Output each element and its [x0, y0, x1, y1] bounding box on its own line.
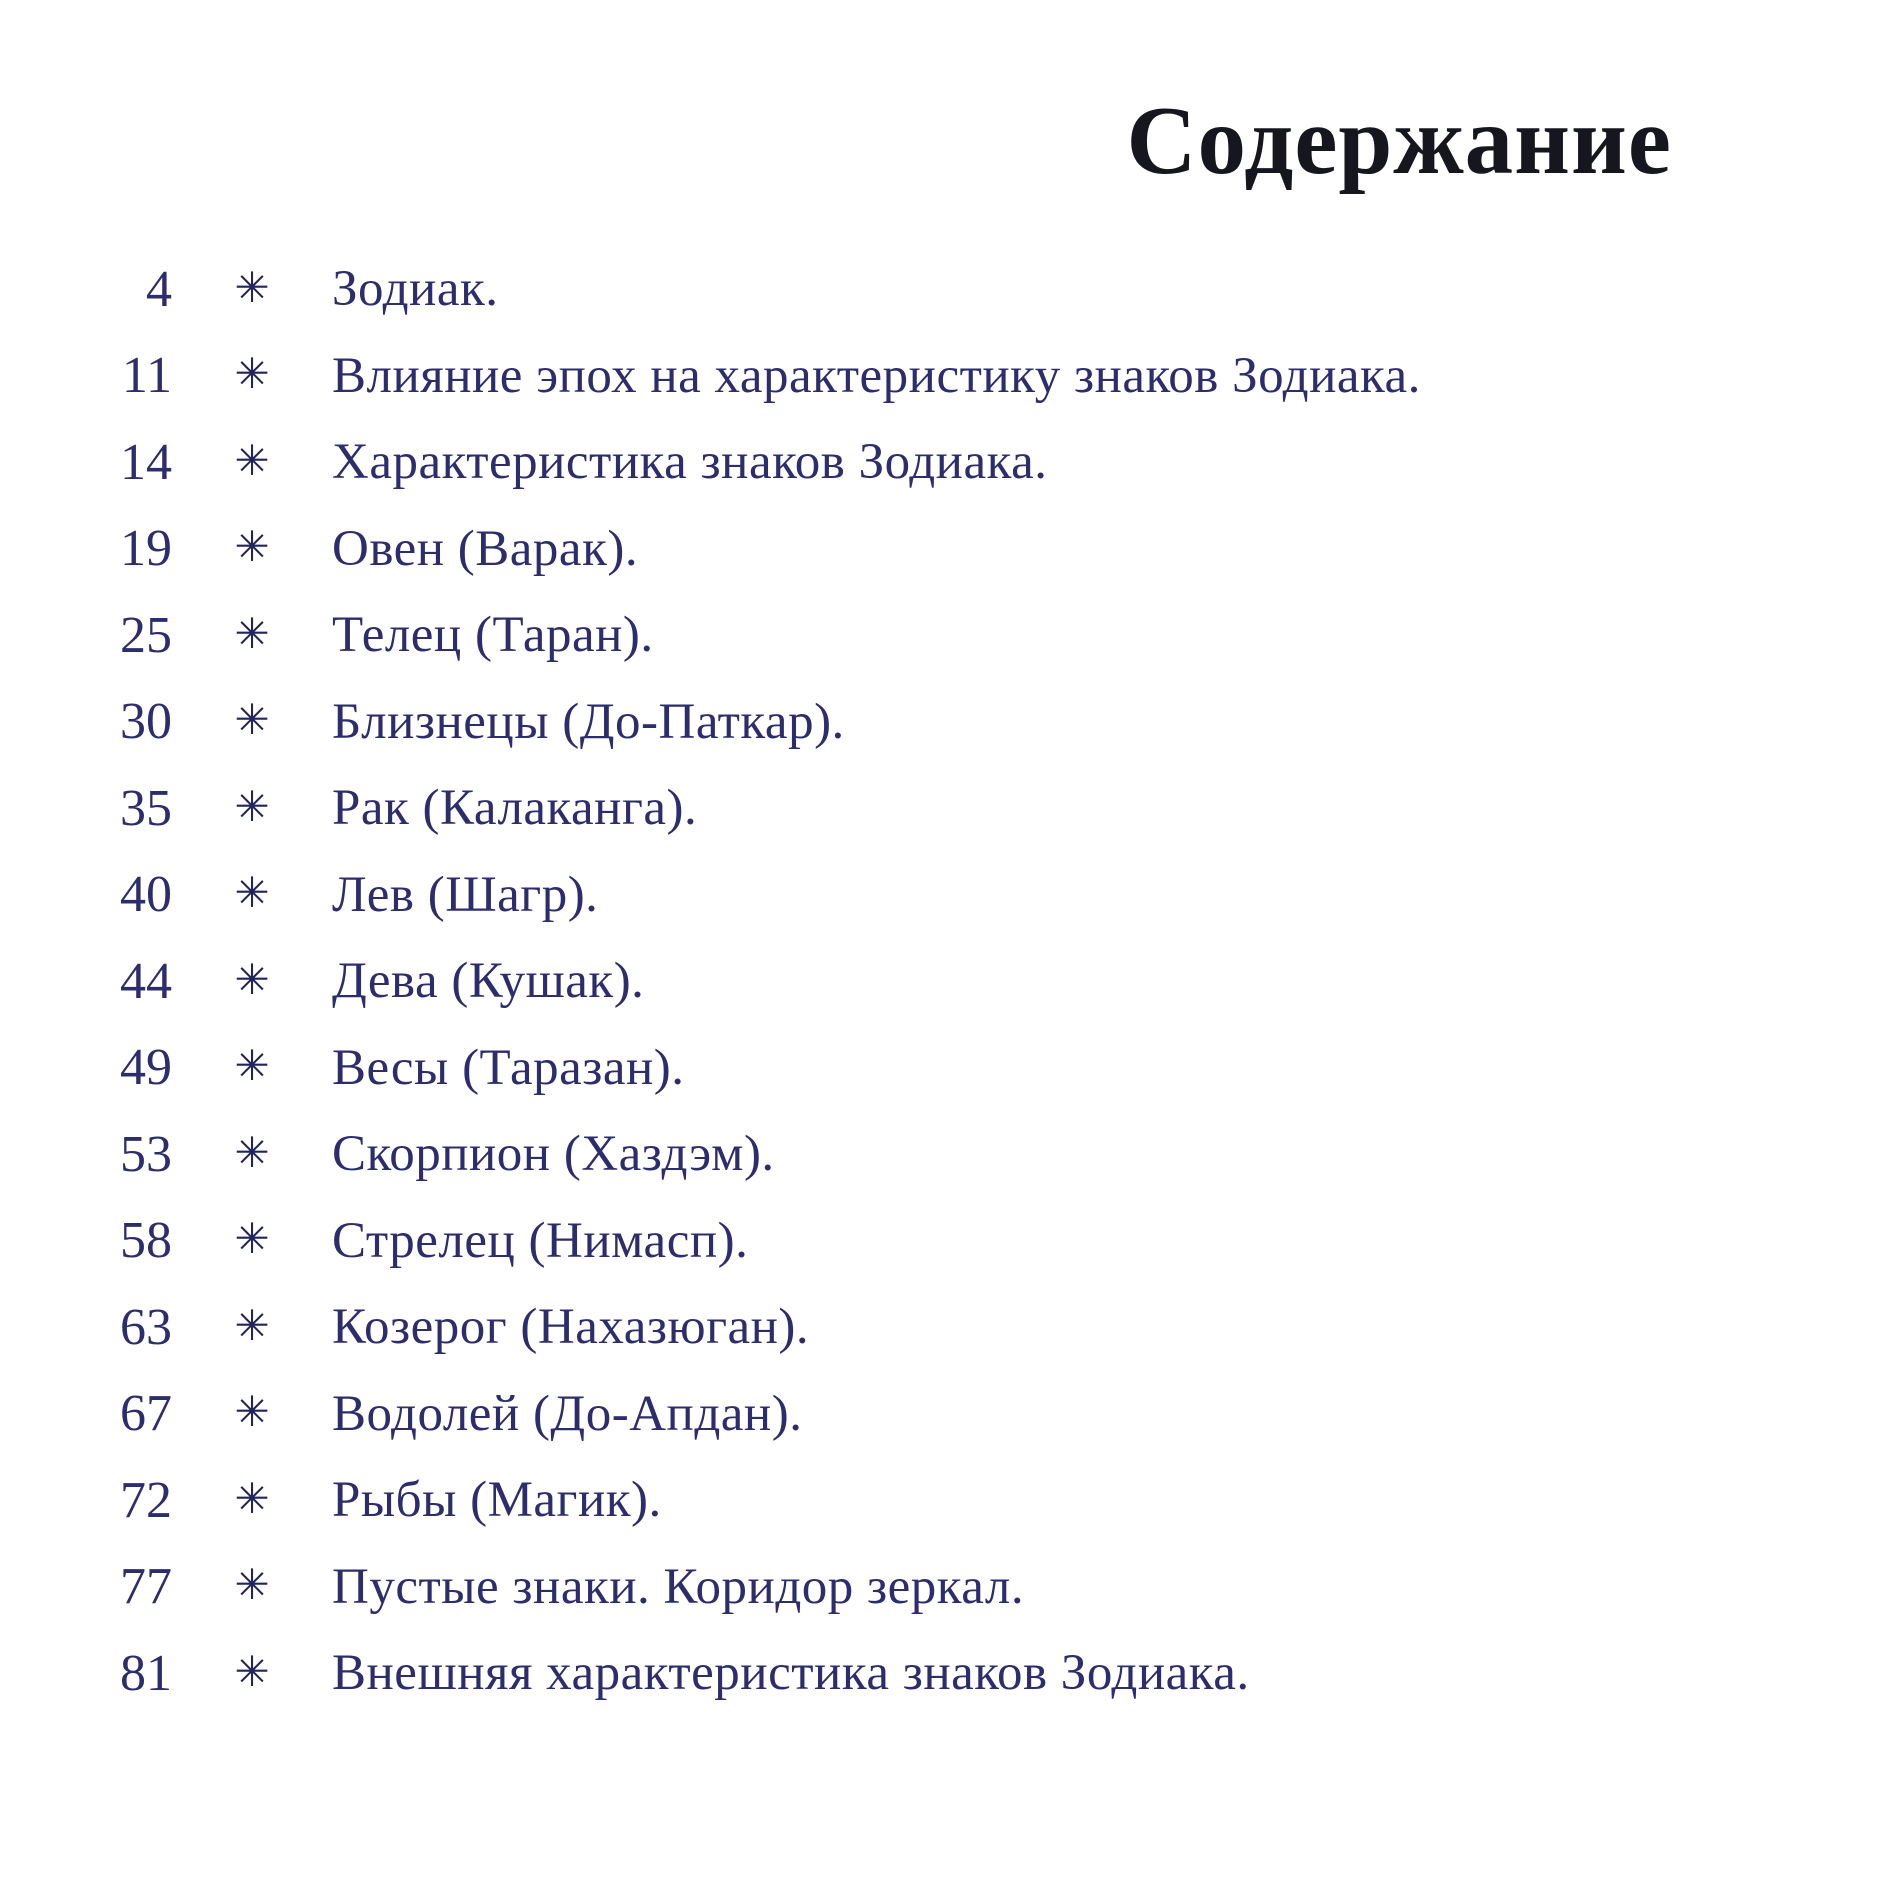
toc-entry-label: Близнецы (До-Паткар).	[332, 693, 845, 750]
toc-entry	[0, 1544, 1890, 1631]
toc-page-number: 58	[120, 1212, 172, 1270]
eight-spoked-asterisk-icon: ✳	[234, 1127, 270, 1177]
toc-entry-label: Пустые знаки. Коридор зеркал.	[332, 1558, 1025, 1615]
eight-spoked-asterisk-icon: ✳	[234, 1041, 270, 1091]
toc-entry-label: Внешняя характеристика знаков Зодиака.	[332, 1645, 1250, 1702]
toc-entry-label: Овен (Варак).	[332, 520, 639, 577]
eight-spoked-asterisk-icon: ✳	[234, 1473, 270, 1523]
eight-spoked-asterisk-icon: ✳	[234, 1646, 270, 1696]
toc-page-number: 19	[120, 520, 172, 578]
toc-entry-label: Козерог (Нахазюган).	[332, 1299, 810, 1356]
toc-entry-label: Лев (Шагр).	[332, 866, 599, 923]
eight-spoked-asterisk-icon: ✳	[234, 1214, 270, 1264]
toc-page-number: 67	[120, 1385, 172, 1443]
eight-spoked-asterisk-icon: ✳	[234, 868, 270, 918]
toc-entry	[0, 506, 1890, 593]
toc-entry	[0, 593, 1890, 680]
toc-page-number: 49	[120, 1039, 172, 1097]
toc-entry	[0, 247, 1890, 334]
toc-page-number: 44	[120, 952, 172, 1010]
eight-spoked-asterisk-icon: ✳	[234, 435, 270, 485]
toc-entry-label: Телец (Таран).	[332, 607, 654, 664]
toc-page-number: 77	[120, 1558, 172, 1616]
eight-spoked-asterisk-icon: ✳	[234, 608, 270, 658]
eight-spoked-asterisk-icon: ✳	[234, 781, 270, 831]
toc-page-number: 11	[121, 347, 172, 405]
toc-page-number: 35	[120, 779, 172, 837]
eight-spoked-asterisk-icon: ✳	[234, 695, 270, 745]
eight-spoked-asterisk-icon: ✳	[234, 262, 270, 312]
toc-entry-label: Характеристика знаков Зодиака.	[332, 434, 1048, 491]
page-title: Содержание	[1126, 87, 1672, 194]
toc-entry	[0, 1112, 1890, 1199]
toc-entry	[0, 1371, 1890, 1458]
toc-entry	[0, 1198, 1890, 1285]
eight-spoked-asterisk-icon: ✳	[234, 954, 270, 1004]
toc-entry-label: Водолей (До-Апдан).	[332, 1385, 803, 1442]
toc-entry-label: Весы (Таразан).	[332, 1039, 685, 1096]
toc-entry	[0, 1285, 1890, 1372]
toc-page-number: 63	[120, 1298, 172, 1356]
eight-spoked-asterisk-icon: ✳	[234, 1387, 270, 1437]
eight-spoked-asterisk-icon: ✳	[234, 1560, 270, 1610]
toc-entry	[0, 679, 1890, 766]
toc-entry-label: Зодиак.	[332, 261, 499, 318]
toc-entry	[0, 1025, 1890, 1112]
toc-page-number: 53	[120, 1125, 172, 1183]
eight-spoked-asterisk-icon: ✳	[234, 349, 270, 399]
toc-entry-label: Рыбы (Магик).	[332, 1472, 662, 1529]
toc-entry	[0, 766, 1890, 853]
toc-entry	[0, 333, 1890, 420]
toc-entry	[0, 939, 1890, 1026]
toc-page-number: 40	[120, 866, 172, 924]
toc-entry	[0, 1458, 1890, 1545]
toc-page-number: 25	[120, 606, 172, 664]
toc-entry	[0, 852, 1890, 939]
toc-entry	[0, 1631, 1890, 1718]
toc-entry-label: Скорпион (Хаздэм).	[332, 1126, 775, 1183]
toc-entry	[0, 420, 1890, 507]
toc-entry-label: Стрелец (Нимасп).	[332, 1212, 749, 1269]
toc-page-number: 4	[146, 260, 172, 318]
toc-page-number: 81	[120, 1644, 172, 1702]
toc-page-number: 30	[120, 693, 172, 751]
eight-spoked-asterisk-icon: ✳	[234, 522, 270, 572]
toc-entry-label: Дева (Кушак).	[332, 953, 645, 1010]
toc-entry-label: Рак (Калаканга).	[332, 780, 698, 837]
eight-spoked-asterisk-icon: ✳	[234, 1300, 270, 1350]
toc-entry-label: Влияние эпох на характеристику знаков Зодиака.	[332, 347, 1421, 404]
table-of-contents	[0, 247, 1890, 1718]
toc-page-number: 14	[120, 433, 172, 491]
toc-page-number: 72	[120, 1471, 172, 1529]
